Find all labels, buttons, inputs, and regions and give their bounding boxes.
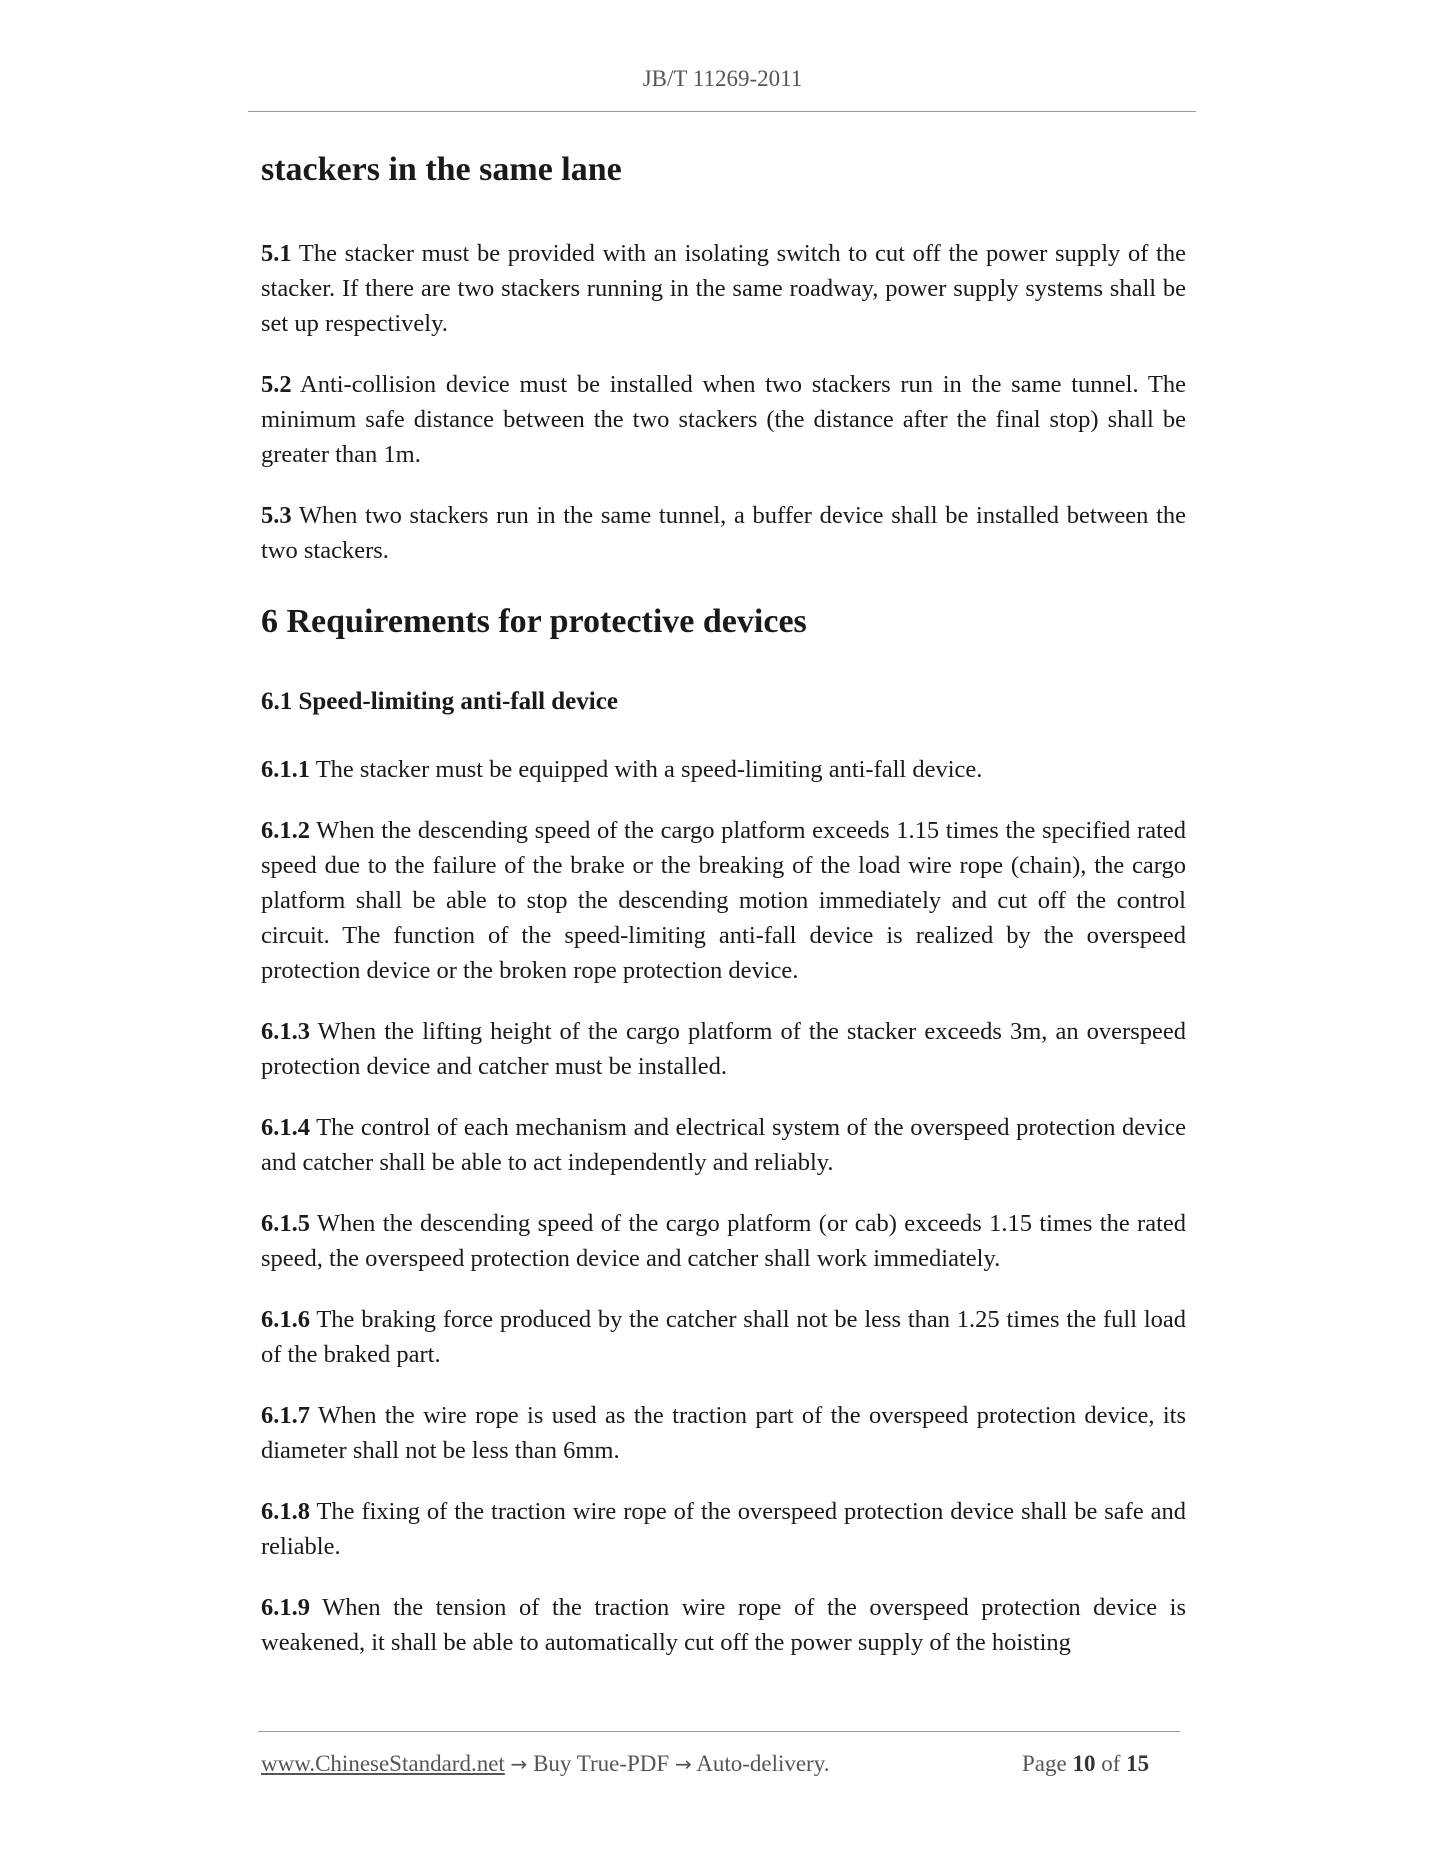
clause-6-1-3 [261, 1014, 1186, 1084]
arrow-right-icon: → [674, 1752, 692, 1776]
document-body [261, 150, 1186, 1686]
subsection-6-1-heading: 6.1 Speed-limiting anti-fall device [261, 688, 618, 715]
clause-6-1-6 [261, 1302, 1186, 1372]
of-label: of [1101, 1751, 1121, 1776]
current-page-number: 10 [1072, 1751, 1096, 1776]
buy-pdf-text: Buy True-PDF [533, 1751, 670, 1776]
clause-number: 5.1 [261, 240, 292, 267]
page-counter [1022, 1751, 1149, 1777]
continued-section-heading: stackers in the same lane [261, 151, 622, 188]
clause-text: When the tension of the traction wire rope of the overspeed protection device is weakened, it shall be able to automatically cut off the power supply of the hoisting [261, 1594, 1186, 1656]
clause-text: When the lifting height of the cargo platform of the stacker exceeds 3m, an overspeed protection device and catcher must be installed. [261, 1018, 1186, 1080]
clause-number: 6.1.1 [261, 756, 310, 783]
clause-number: 6.1.6 [261, 1306, 310, 1333]
clause-text: Anti-collision device must be installed when two stackers run in the same tunnel. The minimum safe distance between the two stackers (the distance after the final stop) shall be greater than 1m. [261, 371, 1186, 468]
section-6-heading: 6 Requirements for protective devices [261, 603, 807, 640]
page-label: Page [1022, 1751, 1067, 1776]
auto-delivery-text: Auto-delivery. [696, 1751, 830, 1776]
clause-text: The control of each mechanism and electrical system of the overspeed protection device and catcher shall be able to act independently and reliably. [261, 1114, 1186, 1176]
clause-6-1-4 [261, 1110, 1186, 1180]
clause-6-1-5 [261, 1206, 1186, 1276]
clause-number: 6.1.5 [261, 1210, 310, 1237]
footer-divider [258, 1731, 1180, 1732]
page-header-title: JB/T 11269-2011 [642, 66, 803, 91]
clause-text: When the descending speed of the cargo platform (or cab) exceeds 1.15 times the rated speed, the overspeed protection device and catcher shall work immediately. [261, 1210, 1187, 1272]
clause-6-1-7 [261, 1398, 1186, 1468]
clause-6-1-8 [261, 1494, 1186, 1564]
clause-number: 6.1.7 [261, 1402, 310, 1429]
clause-number: 5.3 [261, 502, 292, 529]
footer-promo [261, 1751, 829, 1777]
total-pages-number: 15 [1126, 1751, 1150, 1776]
clause-text: When the descending speed of the cargo platform exceeds 1.15 times the specified rated speed due to the failure of the brake or the breaking of the load wire rope (chain), the cargo platform shall be able to stop the descending motion immediately and cut off the control circuit. The function of the speed-limiting anti-fall device is realized by the overspeed protection device or the broken rope protection device. [261, 817, 1186, 984]
clause-text: The fixing of the traction wire rope of the overspeed protection device shall be safe and reliable. [261, 1498, 1186, 1560]
clause-6-1-1 [261, 752, 1186, 787]
clause-5-1 [261, 236, 1186, 341]
clause-number: 6.1.2 [261, 817, 310, 844]
clause-5-2 [261, 367, 1186, 472]
clause-text: The stacker must be provided with an isolating switch to cut off the power supply of the stacker. If there are two stackers running in the same roadway, power supply systems shall be set up respectively. [261, 240, 1186, 337]
clause-text: When two stackers run in the same tunnel, a buffer device shall be installed between the two stackers. [261, 502, 1186, 564]
clause-text: The braking force produced by the catcher shall not be less than 1.25 times the full load of the braked part. [261, 1306, 1186, 1368]
clause-6-1-2 [261, 813, 1186, 988]
clause-number: 6.1.8 [261, 1498, 310, 1525]
clause-number: 6.1.3 [261, 1018, 310, 1045]
clause-text: The stacker must be equipped with a speed-limiting anti-fall device. [315, 756, 983, 783]
clause-6-1-9 [261, 1590, 1186, 1660]
clause-5-3 [261, 498, 1186, 568]
arrow-right-icon: → [510, 1752, 528, 1776]
clause-number: 5.2 [261, 371, 292, 398]
clause-text: When the wire rope is used as the traction part of the overspeed protection device, its diameter shall not be less than 6mm. [261, 1402, 1186, 1464]
header-divider [248, 111, 1196, 112]
website-link[interactable]: www.ChineseStandard.net [261, 1751, 505, 1776]
clause-number: 6.1.9 [261, 1594, 310, 1621]
clause-number: 6.1.4 [261, 1114, 310, 1141]
